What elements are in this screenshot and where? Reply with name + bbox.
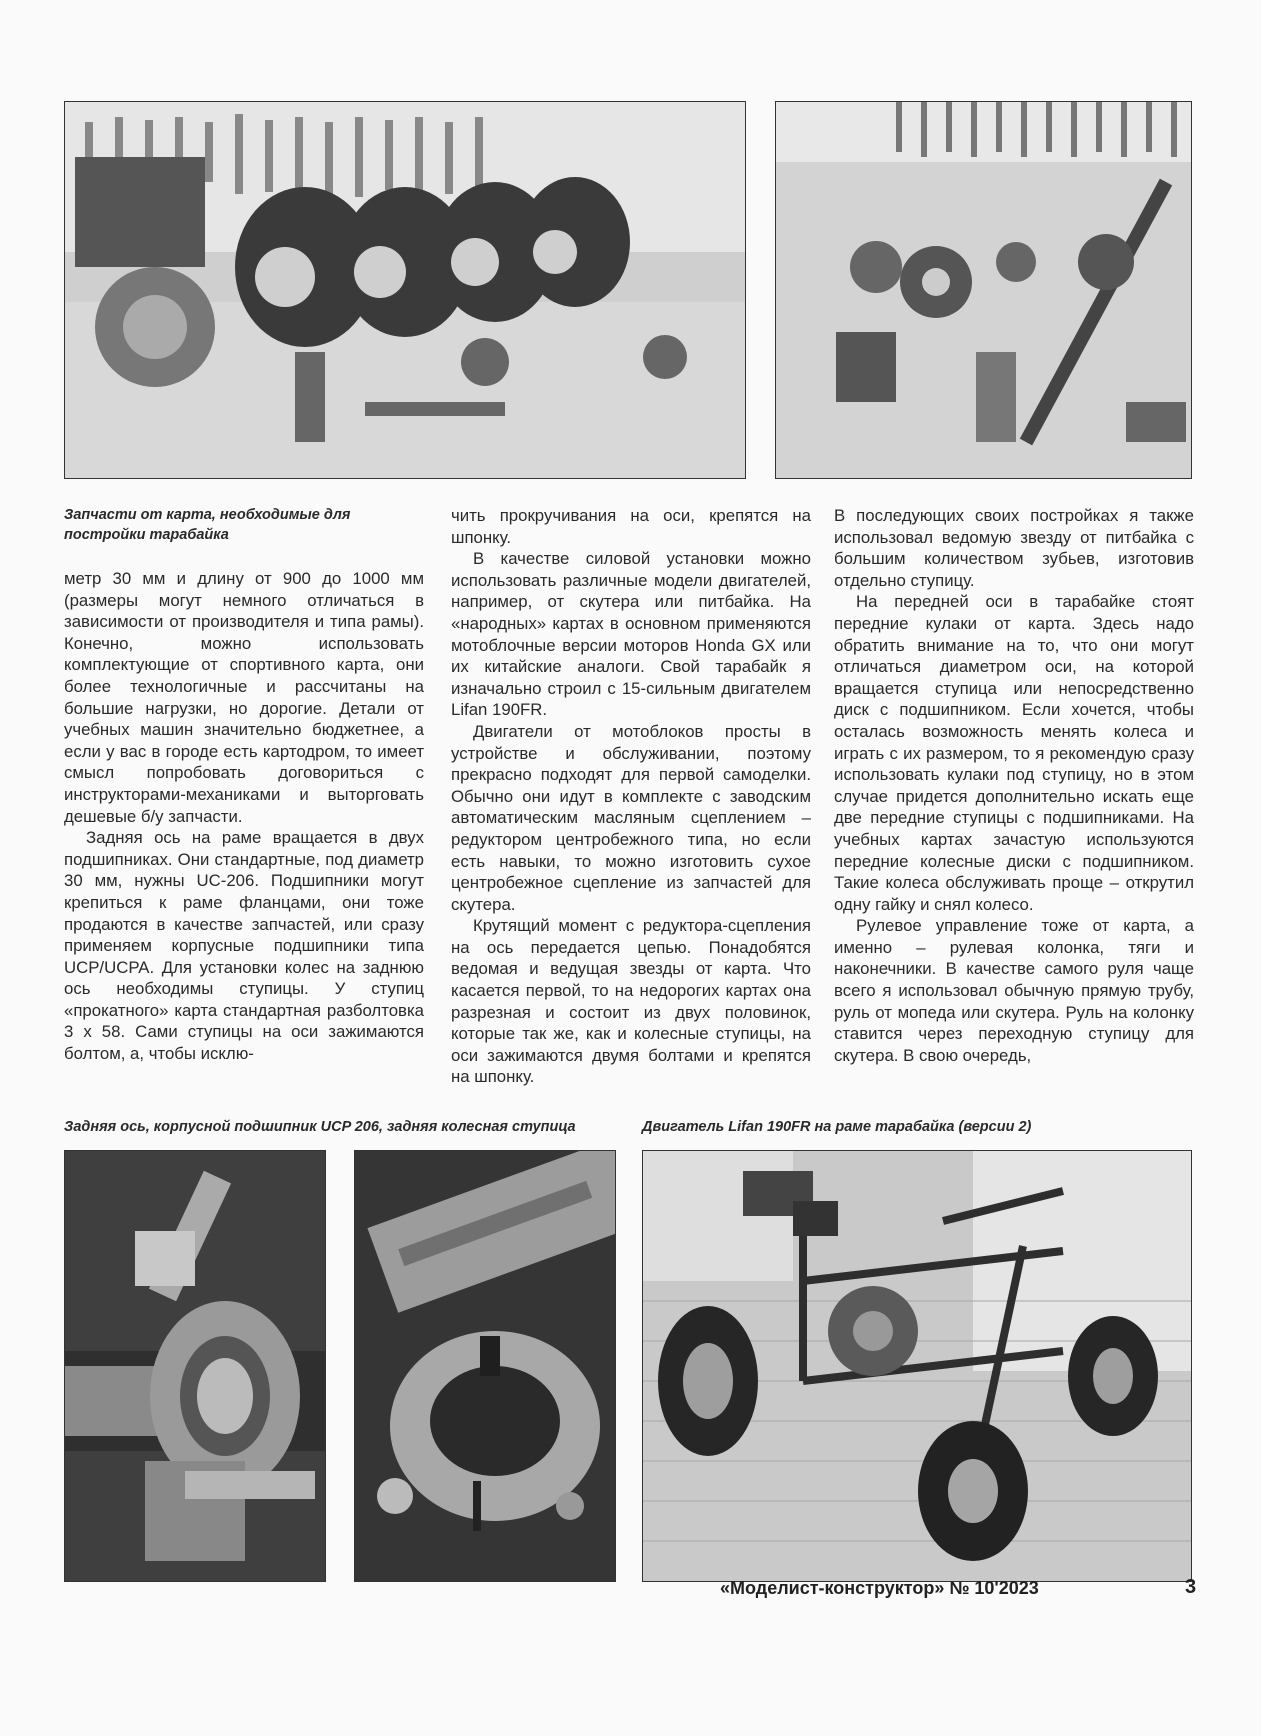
trike-illustration <box>643 1151 1191 1581</box>
column2-paragraph: Двигатели от мотоблоков просты в устройстве и обслуживании, поэтому прекрасно подходят для первой самоделки. Обычно они идут в комплекте с заводским автоматическим масляным сцеплением – редуктором центробежного типа, но если есть навыки, то можно изготовить сухое центробежное сцепление из запчастей для скутера. <box>451 721 811 914</box>
column2-paragraph: Крутящий момент с редуктора-сцепления на ось передается цепью. Понадобятся ведомая и ведущая звезды от карта. Что касается первой, то на недорогих картах она разрезная и состоит из двух половинок, которые так же, как и колесные ступицы, на оси зажимаются двумя болтами и крепятся на шпонку. <box>451 916 811 1087</box>
text-column-2 <box>451 505 811 1088</box>
column1-paragraph: Задняя ось на раме вращается в двух подшипниках. Они стандартные, под диаметр 30 мм, нужны UC-206. Подшипники могут крепиться к раме фланцами, они тоже продаются в качестве запчастей, или сразу применяем корпусные подшипники типа UCP/UCPA. Для установки колес на заднюю ось необходимы ступицы. У ступиц «прокатного» карта стандартная разболтовка 3 х 58. Сами ступицы на оси зажимаются болтом, а, чтобы исклю- <box>64 828 424 1064</box>
column2-paragraph: чить прокручивания на оси, крепятся на шпонку. <box>451 506 811 547</box>
bearing-illustration <box>65 1151 325 1581</box>
page-number: 3 <box>1185 1576 1197 1598</box>
axle-parts-illustration <box>776 102 1191 478</box>
photo-kart-parts <box>64 101 746 479</box>
column3-paragraph: В последующих своих постройках я также использовал ведомую звезду от питбайка с большим количеством зубьев, изготовив отдельно ступицу. <box>834 506 1194 590</box>
caption-kart-parts: Запчасти от карта, необходимые для постройки тарабайка <box>64 507 351 543</box>
hub-illustration <box>355 1151 615 1581</box>
kart-parts-illustration <box>65 102 745 478</box>
column3-paragraph: Рулевое управление тоже от карта, а именно – рулевая колонка, тяги и наконечники. В качестве самого руля чаще всего я использовал обычную прямую трубу, руль от мопеда или скутера. Руль на колонку ставится через переходную ступицу для скутера. В свою очередь, <box>834 916 1194 1065</box>
photo-bearing <box>64 1150 326 1582</box>
caption-trike-engine: Двигатель Lifan 190FR на раме тарабайка (версии 2) <box>642 1119 1032 1135</box>
column1-paragraph: метр 30 мм и длину от 900 до 1000 мм (размеры могут немного отличаться в зависимости от производителя и типа рамы). Конечно, можно использовать комплектующие от спортивного карта, они более технологичные и рассчитаны на большие нагрузки, но дорогие. Детали от учебных машин значительно бюджетнее, а если у вас в городе есть картодром, то имеет смысл попробовать договориться с инструкторами-механиками и выторговать дешевые б/у запчасти. <box>64 569 424 826</box>
photo-trike <box>642 1150 1192 1582</box>
caption-axle-bearing-hub: Задняя ось, корпусной подшипник UCP 206, задняя колесная ступица <box>64 1119 576 1135</box>
text-column-1 <box>64 568 424 1065</box>
column2-paragraph: В качестве силовой установки можно использовать различные модели двигателей, например, от скутера или питбайка. На «народных» картах в основном применяются мотоблочные версии моторов Honda GX или их китайские аналоги. Свой тарабайк я изначально строил с 15-сильным двигателем Lifan 190FR. <box>451 549 811 720</box>
text-column-3 <box>834 505 1194 1066</box>
photo-axle-parts <box>775 101 1192 479</box>
photo-hub <box>354 1150 616 1582</box>
column3-paragraph: На передней оси в тарабайке стоят передние кулаки от карта. Здесь надо обратить внимание на то, что они могут отличаться диаметром оси, на которой вращается ступица или непосредственно диск с подшипником. Если хочется, чтобы осталась возможность менять колеса и играть с их размером, то я рекомендую сразу использовать кулаки под ступицу, но в этом случае придется дополнительно искать еще две передние ступицы с подшипниками. На учебных картах зачастую используются передние колесные диски с подшипником. Такие колеса обслуживать проще – открутил одну гайку и снял колесо. <box>834 592 1194 914</box>
magazine-footer: «Моделист-конструктор» № 10'2023 <box>720 1578 1039 1598</box>
